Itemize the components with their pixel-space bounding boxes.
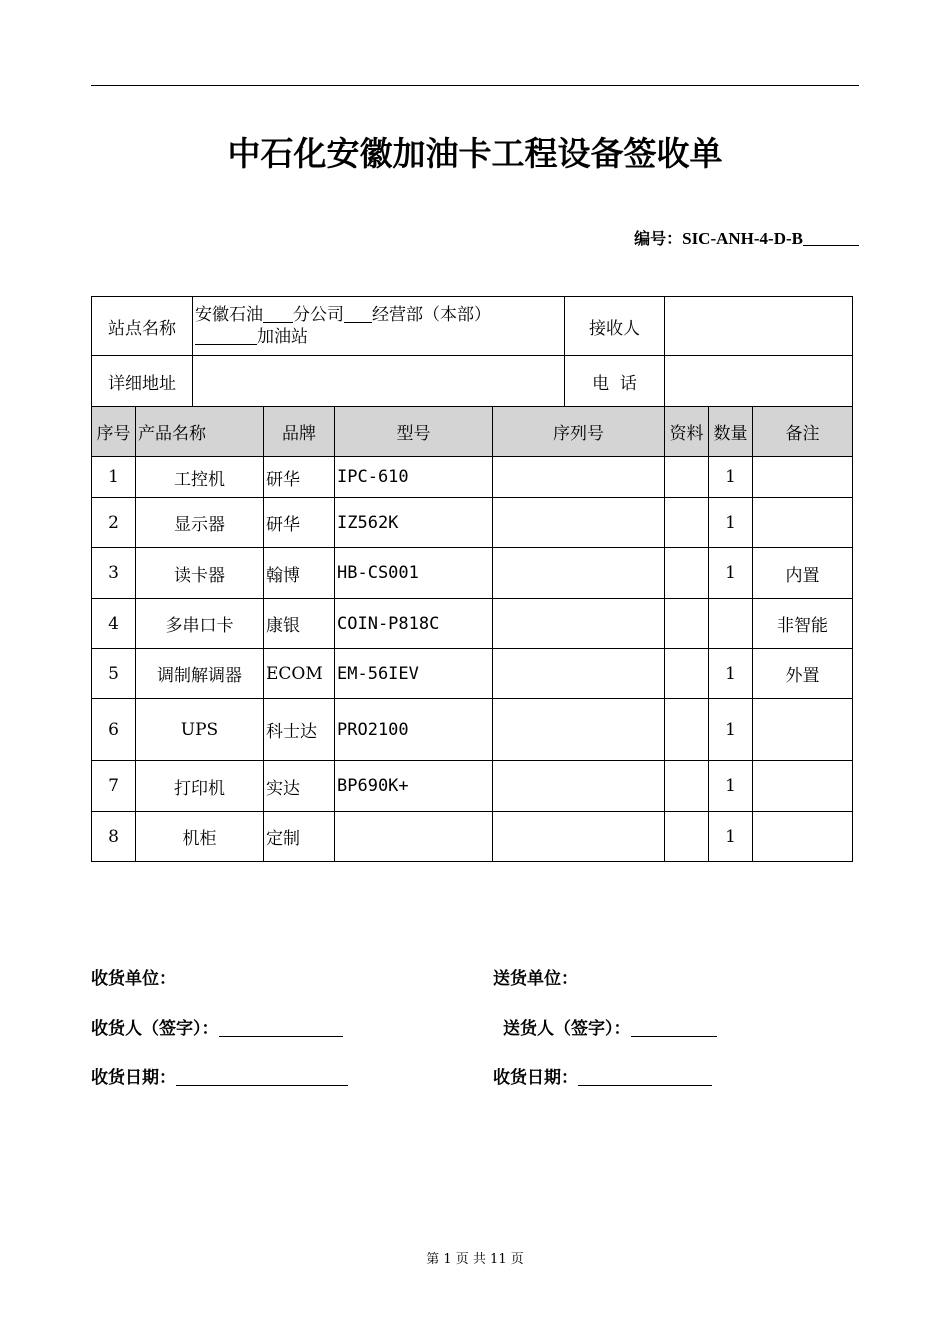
serial-number[interactable]	[493, 599, 665, 649]
column-header: 数量	[709, 407, 753, 457]
brand: 研华	[264, 457, 335, 498]
sender-signature-line[interactable]	[631, 1020, 717, 1037]
column-header: 产品名称	[136, 407, 264, 457]
table-body	[92, 457, 853, 862]
product-name: 多串口卡	[136, 599, 264, 649]
remark	[753, 457, 853, 498]
top-rule	[91, 85, 859, 86]
site-name-label: 站点名称	[92, 297, 193, 356]
product-name: 调制解调器	[136, 649, 264, 699]
documents	[665, 812, 709, 862]
brand: 研华	[264, 498, 335, 548]
model: COIN-P818C	[335, 599, 493, 649]
document-number	[634, 226, 859, 249]
brand: 实达	[264, 761, 335, 812]
address-label: 详细地址	[92, 356, 193, 407]
product-name: 机柜	[136, 812, 264, 862]
quantity: 1	[709, 457, 753, 498]
column-header: 序号	[92, 407, 136, 457]
quantity: 1	[709, 548, 753, 599]
column-header: 序列号	[493, 407, 665, 457]
column-header: 品牌	[264, 407, 335, 457]
column-header: 型号	[335, 407, 493, 457]
remark	[753, 761, 853, 812]
equipment-table	[91, 296, 853, 862]
document-number-label: 编号：	[634, 229, 683, 248]
documents	[665, 548, 709, 599]
sending-unit: 送货单位：	[493, 969, 578, 989]
quantity: 1	[709, 699, 753, 761]
address-value[interactable]	[193, 356, 565, 407]
product-name: UPS	[136, 699, 264, 761]
receive-date-line[interactable]	[176, 1069, 348, 1086]
document-number-value: SIC-ANH-4-D-B	[682, 229, 803, 248]
product-name: 读卡器	[136, 548, 264, 599]
brand: 定制	[264, 812, 335, 862]
product-name: 打印机	[136, 761, 264, 812]
page-footer: 第 1 页 共 11 页	[426, 1252, 524, 1267]
table-row	[92, 498, 853, 548]
address-row	[92, 356, 853, 407]
remark: 外置	[753, 649, 853, 699]
table-row	[92, 548, 853, 599]
model: IZ562K	[335, 498, 493, 548]
row-number: 1	[92, 457, 136, 498]
product-name: 显示器	[136, 498, 264, 548]
row-number: 6	[92, 699, 136, 761]
brand: 翰博	[264, 548, 335, 599]
document-title: 中石化安徽加油卡工程设备签收单	[227, 134, 723, 173]
serial-number[interactable]	[493, 649, 665, 699]
station-blank	[195, 328, 257, 345]
branch-blank	[263, 306, 293, 323]
receiving-unit: 收货单位：	[91, 969, 176, 989]
table-row	[92, 457, 853, 498]
documents	[665, 457, 709, 498]
phone-label: 电 话	[565, 356, 665, 407]
receiver-signature-line[interactable]	[219, 1020, 343, 1037]
serial-number[interactable]	[493, 548, 665, 599]
model	[335, 812, 493, 862]
remark: 内置	[753, 548, 853, 599]
documents	[665, 761, 709, 812]
site-name-value[interactable]: 安徽石油 分公司 经营部（本部） 加油站	[193, 297, 565, 356]
row-number: 7	[92, 761, 136, 812]
dept-blank	[344, 306, 372, 323]
site-row	[92, 297, 853, 356]
model: HB-CS001	[335, 548, 493, 599]
column-header: 资料	[665, 407, 709, 457]
receiver-label: 接收人	[565, 297, 665, 356]
table-row	[92, 699, 853, 761]
model: PRO2100	[335, 699, 493, 761]
quantity: 1	[709, 761, 753, 812]
brand: 康银	[264, 599, 335, 649]
sender-signature: 送货人（签字）：	[503, 1014, 717, 1039]
remark	[753, 699, 853, 761]
table-row	[92, 649, 853, 699]
table-row	[92, 599, 853, 649]
serial-number[interactable]	[493, 498, 665, 548]
remark	[753, 812, 853, 862]
table-header	[92, 407, 853, 457]
receiver-value[interactable]	[665, 297, 853, 356]
model: IPC-610	[335, 457, 493, 498]
serial-number[interactable]	[493, 812, 665, 862]
phone-value[interactable]	[665, 356, 853, 407]
row-number: 3	[92, 548, 136, 599]
row-number: 4	[92, 599, 136, 649]
row-number: 2	[92, 498, 136, 548]
product-name: 工控机	[136, 457, 264, 498]
table-row	[92, 761, 853, 812]
model: EM-56IEV	[335, 649, 493, 699]
receive-date: 收货日期：	[91, 1063, 348, 1088]
documents	[665, 649, 709, 699]
row-number: 5	[92, 649, 136, 699]
remark: 非智能	[753, 599, 853, 649]
quantity	[709, 599, 753, 649]
row-number: 8	[92, 812, 136, 862]
quantity: 1	[709, 649, 753, 699]
model: BP690K+	[335, 761, 493, 812]
column-header: 备注	[753, 407, 853, 457]
serial-number[interactable]	[493, 457, 665, 498]
documents	[665, 599, 709, 649]
send-date: 收货日期：	[493, 1063, 712, 1088]
document-number-blank	[803, 231, 859, 246]
serial-number[interactable]	[493, 761, 665, 812]
documents	[665, 699, 709, 761]
table-row	[92, 812, 853, 862]
remark	[753, 498, 853, 548]
quantity: 1	[709, 812, 753, 862]
documents	[665, 498, 709, 548]
brand: ECOM	[264, 649, 335, 699]
receiver-signature: 收货人（签字）：	[91, 1014, 343, 1039]
serial-number[interactable]	[493, 699, 665, 761]
quantity: 1	[709, 498, 753, 548]
brand: 科士达	[264, 699, 335, 761]
send-date-line[interactable]	[578, 1069, 712, 1086]
